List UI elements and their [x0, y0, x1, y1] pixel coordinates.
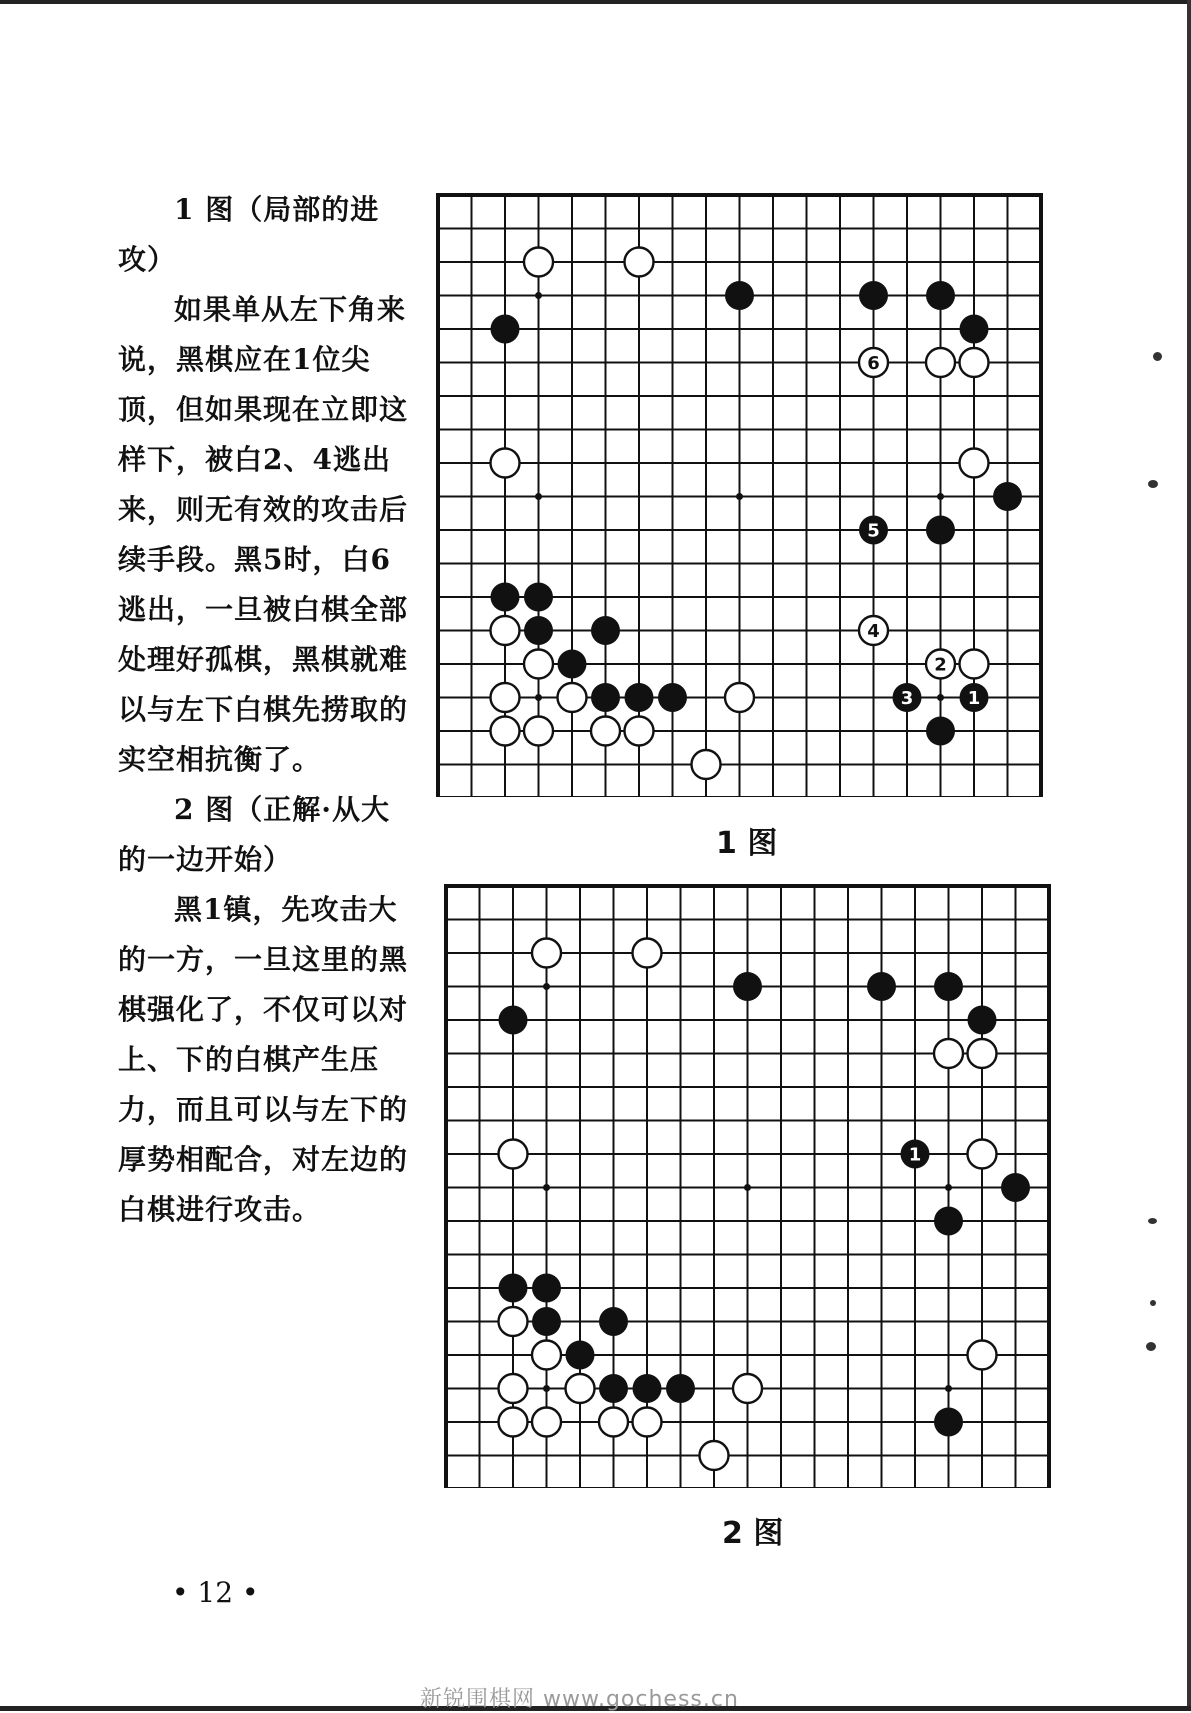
black-stone	[524, 583, 553, 612]
diagram-1-heading: 1 图（局部的进攻）	[118, 193, 380, 276]
diagram-2-caption: 2 图	[722, 1516, 784, 1551]
black-stone	[934, 1207, 963, 1236]
black-stone	[926, 516, 955, 545]
white-stone	[499, 1374, 528, 1403]
white-stone	[625, 248, 654, 277]
black-stone	[591, 683, 620, 712]
diagram-2-heading: 2 图（正解·从大的一边开始）	[118, 793, 390, 876]
white-stone	[968, 1341, 997, 1370]
white-stone	[725, 683, 754, 712]
black-stone	[499, 1274, 528, 1303]
white-stone	[566, 1374, 595, 1403]
black-stone	[733, 972, 762, 1001]
white-stone	[491, 616, 520, 645]
black-stone	[666, 1374, 695, 1403]
star-point	[937, 493, 944, 500]
black-stone	[491, 315, 520, 344]
white-stone	[625, 717, 654, 746]
star-point	[535, 292, 542, 299]
go-diagram-1	[436, 193, 1044, 797]
star-point	[937, 694, 944, 701]
white-stone	[499, 1140, 528, 1169]
black-stone	[599, 1307, 628, 1336]
scan-edge-right	[1187, 0, 1191, 1711]
white-stone	[499, 1307, 528, 1336]
black-stone	[658, 683, 687, 712]
white-stone	[926, 348, 955, 377]
black-stone	[558, 650, 587, 679]
black-stone	[491, 583, 520, 612]
white-stone	[524, 248, 553, 277]
white-stone	[491, 683, 520, 712]
white-stone	[960, 348, 989, 377]
page-number: • 12 •	[172, 1576, 259, 1609]
white-stone	[532, 1341, 561, 1370]
move-number: 6	[867, 353, 880, 374]
black-stone	[934, 972, 963, 1001]
white-stone	[532, 1408, 561, 1437]
star-point	[543, 1385, 550, 1392]
black-stone	[599, 1374, 628, 1403]
white-stone	[491, 717, 520, 746]
white-stone	[960, 449, 989, 478]
black-stone	[993, 482, 1022, 511]
black-stone	[532, 1307, 561, 1336]
white-stone	[524, 717, 553, 746]
black-stone	[968, 1006, 997, 1035]
move-number: 2	[934, 654, 947, 676]
black-stone	[566, 1341, 595, 1370]
move-number: 4	[867, 621, 880, 642]
diagram-1-caption: 1 图	[716, 826, 778, 861]
watermark: 新锐围棋网 www.gochess.cn	[420, 1687, 739, 1712]
black-stone	[499, 1006, 528, 1035]
scan-edge-top	[0, 0, 1191, 4]
diagram-2-commentary: 黑1镇，先攻击大的一方，一旦这里的黑棋强化了，不仅可以对上、下的白棋产生压力，而且可以与左下的厚势相配合，对左边的白棋进行攻击。	[118, 893, 409, 1226]
white-stone	[633, 939, 662, 968]
black-stone	[926, 281, 955, 310]
white-stone	[499, 1408, 528, 1437]
white-stone	[599, 1408, 628, 1437]
star-point	[736, 493, 743, 500]
move-number: 1	[967, 688, 981, 709]
move-number: 1	[908, 1144, 922, 1166]
white-stone	[934, 1039, 963, 1068]
black-stone	[591, 616, 620, 645]
commentary-text	[118, 185, 408, 1235]
star-point	[744, 1184, 751, 1191]
go-diagram-2	[444, 884, 1052, 1488]
black-stone	[532, 1274, 561, 1303]
diagram-1-commentary: 如果单从左下角来说，黑棋应在1位尖顶，但如果现在立即这样下，被白2、4逃出来，则无有效的攻击后续手段。黑5时，白6逃出，一旦被白棋全部处理好孤棋，黑棋就难以与左下白棋先捞取的实空相抗衡了。	[118, 293, 409, 776]
white-stone	[558, 683, 587, 712]
white-stone	[633, 1408, 662, 1437]
black-stone	[524, 616, 553, 645]
move-number: 5	[867, 520, 880, 542]
black-stone	[960, 315, 989, 344]
star-point	[543, 983, 550, 990]
black-stone	[625, 683, 654, 712]
white-stone	[491, 449, 520, 478]
white-stone	[960, 650, 989, 679]
black-stone	[926, 717, 955, 746]
black-stone	[867, 972, 896, 1001]
white-stone	[968, 1140, 997, 1169]
black-stone	[1001, 1173, 1030, 1202]
white-stone	[532, 939, 561, 968]
star-point	[535, 493, 542, 500]
white-stone	[591, 717, 620, 746]
move-number: 3	[900, 688, 914, 709]
white-stone	[733, 1374, 762, 1403]
black-stone	[934, 1408, 963, 1437]
star-point	[543, 1184, 550, 1191]
white-stone	[692, 750, 721, 779]
star-point	[945, 1385, 952, 1392]
star-point	[945, 1184, 952, 1191]
black-stone	[725, 281, 754, 310]
white-stone	[700, 1441, 729, 1470]
star-point	[535, 694, 542, 701]
white-stone	[524, 650, 553, 679]
black-stone	[859, 281, 888, 310]
black-stone	[633, 1374, 662, 1403]
white-stone	[968, 1039, 997, 1068]
